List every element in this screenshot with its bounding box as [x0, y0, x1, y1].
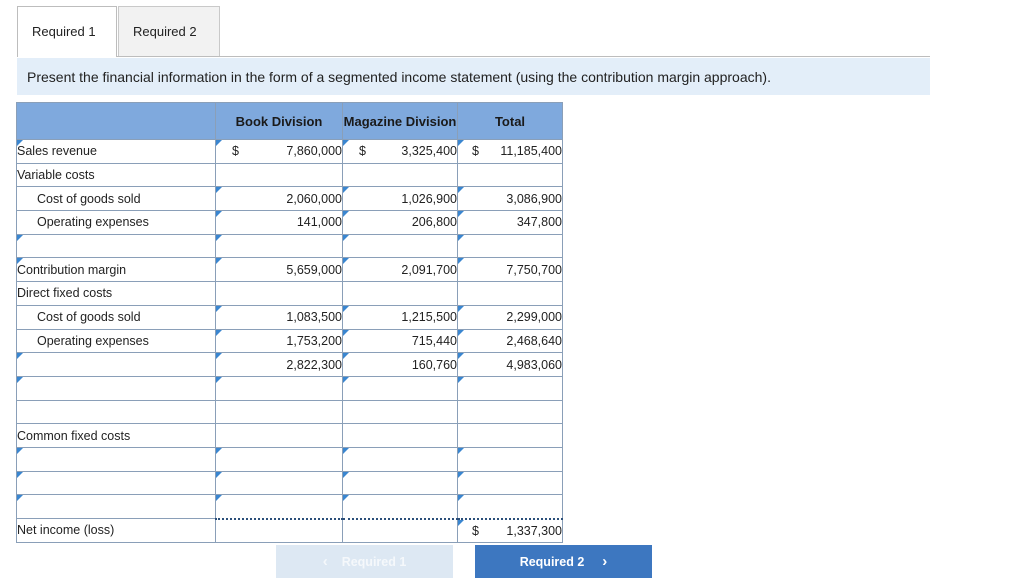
- col-header-magazine: Magazine Division: [343, 103, 458, 140]
- next-button-label: Required 2: [519, 554, 585, 569]
- cell-book-var-cogs[interactable]: 2,060,000: [216, 187, 343, 211]
- common-book-input[interactable]: [216, 495, 343, 519]
- next-required-button[interactable]: [475, 545, 652, 578]
- cell-magazine-var-opex[interactable]: 206,800: [343, 211, 458, 235]
- cell-magazine-var-cogs[interactable]: 1,026,900: [343, 187, 458, 211]
- empty-cell: [216, 424, 343, 448]
- currency-symbol: $: [472, 144, 479, 159]
- cell-total-subtotal[interactable]: 4,983,060: [458, 353, 563, 377]
- prev-required-button[interactable]: [276, 545, 453, 578]
- active-tab-mask: [18, 55, 116, 57]
- cell-value: 11,185,400: [500, 144, 562, 159]
- common-magazine-input[interactable]: [343, 447, 458, 471]
- common-total-input[interactable]: [458, 495, 563, 519]
- row-label-net-income: Net income (loss): [17, 519, 216, 543]
- row-label-common-fixed: Common fixed costs: [17, 424, 216, 448]
- cell-magazine-sales[interactable]: [343, 140, 458, 164]
- table-row: [17, 234, 563, 258]
- common-magazine-input[interactable]: [343, 471, 458, 495]
- empty-cell: [458, 424, 563, 448]
- table-row: [17, 282, 563, 306]
- empty-cell: [343, 282, 458, 306]
- row-label-text: Sales revenue: [17, 144, 97, 159]
- table-row: [17, 211, 563, 235]
- blank-label-input[interactable]: [17, 234, 216, 258]
- cell-total-var-opex[interactable]: 347,800: [458, 211, 563, 235]
- row-label-direct-fixed: Direct fixed costs: [17, 282, 216, 306]
- cell-magazine-net[interactable]: [343, 519, 458, 543]
- cell-book-subtotal[interactable]: 2,822,300: [216, 353, 343, 377]
- cell-magazine-dir-cogs[interactable]: 1,215,500: [343, 305, 458, 329]
- common-book-input[interactable]: [216, 471, 343, 495]
- table-row: [17, 519, 563, 543]
- table-row: [17, 353, 563, 377]
- table-row: [17, 471, 563, 495]
- table-row: [17, 376, 563, 400]
- cell-book-dir-cogs[interactable]: 1,083,500: [216, 305, 343, 329]
- row-label-var-opex: Operating expenses: [17, 211, 216, 235]
- row-label-sales[interactable]: [17, 140, 216, 164]
- cell-book-dir-opex[interactable]: 1,753,200: [216, 329, 343, 353]
- table-row: [17, 329, 563, 353]
- common-magazine-input[interactable]: [343, 495, 458, 519]
- subtotal-label-input[interactable]: [17, 353, 216, 377]
- blank-total-input[interactable]: [458, 376, 563, 400]
- empty-cell: [343, 163, 458, 187]
- cell-total-contribution[interactable]: 7,750,700: [458, 258, 563, 282]
- tab-divider: [17, 56, 930, 57]
- cell-value: 7,860,000: [286, 144, 342, 159]
- empty-cell: [216, 400, 343, 424]
- currency-symbol: $: [232, 144, 239, 159]
- instruction-banner: [17, 58, 930, 95]
- prev-button-label: Required 1: [341, 554, 407, 569]
- blank-magazine-input[interactable]: [343, 234, 458, 258]
- col-header-book: Book Division: [216, 103, 343, 140]
- table-row: [17, 163, 563, 187]
- common-book-input[interactable]: [216, 447, 343, 471]
- cell-book-var-opex[interactable]: 141,000: [216, 211, 343, 235]
- empty-cell: [216, 163, 343, 187]
- chevron-right-icon: ›: [602, 553, 608, 570]
- cell-total-var-cogs[interactable]: 3,086,900: [458, 187, 563, 211]
- cell-total-sales[interactable]: [458, 140, 563, 164]
- empty-cell: [17, 400, 216, 424]
- blank-total-input[interactable]: [458, 234, 563, 258]
- row-label-text: Contribution margin: [17, 262, 127, 277]
- empty-cell: [343, 424, 458, 448]
- cell-total-net[interactable]: [458, 519, 563, 543]
- cell-total-dir-opex[interactable]: 2,468,640: [458, 329, 563, 353]
- empty-cell: [458, 163, 563, 187]
- common-label-input[interactable]: [17, 495, 216, 519]
- row-label-variable-costs: Variable costs: [17, 163, 216, 187]
- cell-book-sales[interactable]: [216, 140, 343, 164]
- blank-book-input[interactable]: [216, 376, 343, 400]
- tab-bar: [17, 6, 220, 56]
- cell-magazine-contribution[interactable]: 2,091,700: [343, 258, 458, 282]
- cell-book-contribution[interactable]: 5,659,000: [216, 258, 343, 282]
- blank-magazine-input[interactable]: [343, 376, 458, 400]
- instruction-text: Present the financial information in the form of a segmented income statement (using the contribution margin approach).: [27, 68, 771, 85]
- common-total-input[interactable]: [458, 447, 563, 471]
- row-label-dir-opex: Operating expenses: [17, 329, 216, 353]
- table-row: [17, 400, 563, 424]
- common-label-input[interactable]: [17, 447, 216, 471]
- currency-symbol: $: [359, 144, 366, 159]
- blank-book-input[interactable]: [216, 234, 343, 258]
- cell-magazine-dir-opex[interactable]: 715,440: [343, 329, 458, 353]
- tab-required-1[interactable]: Required 1: [17, 6, 117, 56]
- table-row: [17, 424, 563, 448]
- col-header-total: Total: [458, 103, 563, 140]
- chevron-left-icon: ‹: [322, 553, 328, 570]
- empty-cell: [216, 282, 343, 306]
- cell-value: 1,337,300: [506, 523, 562, 538]
- cell-magazine-subtotal[interactable]: 160,760: [343, 353, 458, 377]
- common-label-input[interactable]: [17, 471, 216, 495]
- cell-book-net[interactable]: [216, 519, 343, 543]
- currency-symbol: $: [472, 523, 479, 538]
- cell-total-dir-cogs[interactable]: 2,299,000: [458, 305, 563, 329]
- empty-cell: [458, 282, 563, 306]
- table-row: [17, 305, 563, 329]
- table-header-row: [17, 103, 563, 140]
- blank-label-input[interactable]: [17, 376, 216, 400]
- table-row: [17, 258, 563, 282]
- tab-required-2[interactable]: Required 2: [118, 6, 220, 56]
- empty-cell: [343, 400, 458, 424]
- table-row: [17, 140, 563, 164]
- row-label-contribution[interactable]: [17, 258, 216, 282]
- row-label-var-cogs: Cost of goods sold: [17, 187, 216, 211]
- cell-value: 3,325,400: [401, 144, 457, 159]
- empty-cell: [458, 400, 563, 424]
- table-row: [17, 447, 563, 471]
- common-total-input[interactable]: [458, 471, 563, 495]
- table-row: [17, 495, 563, 519]
- row-label-dir-cogs: Cost of goods sold: [17, 305, 216, 329]
- header-corner: [17, 103, 216, 140]
- segmented-income-statement: [16, 102, 563, 543]
- table-row: [17, 187, 563, 211]
